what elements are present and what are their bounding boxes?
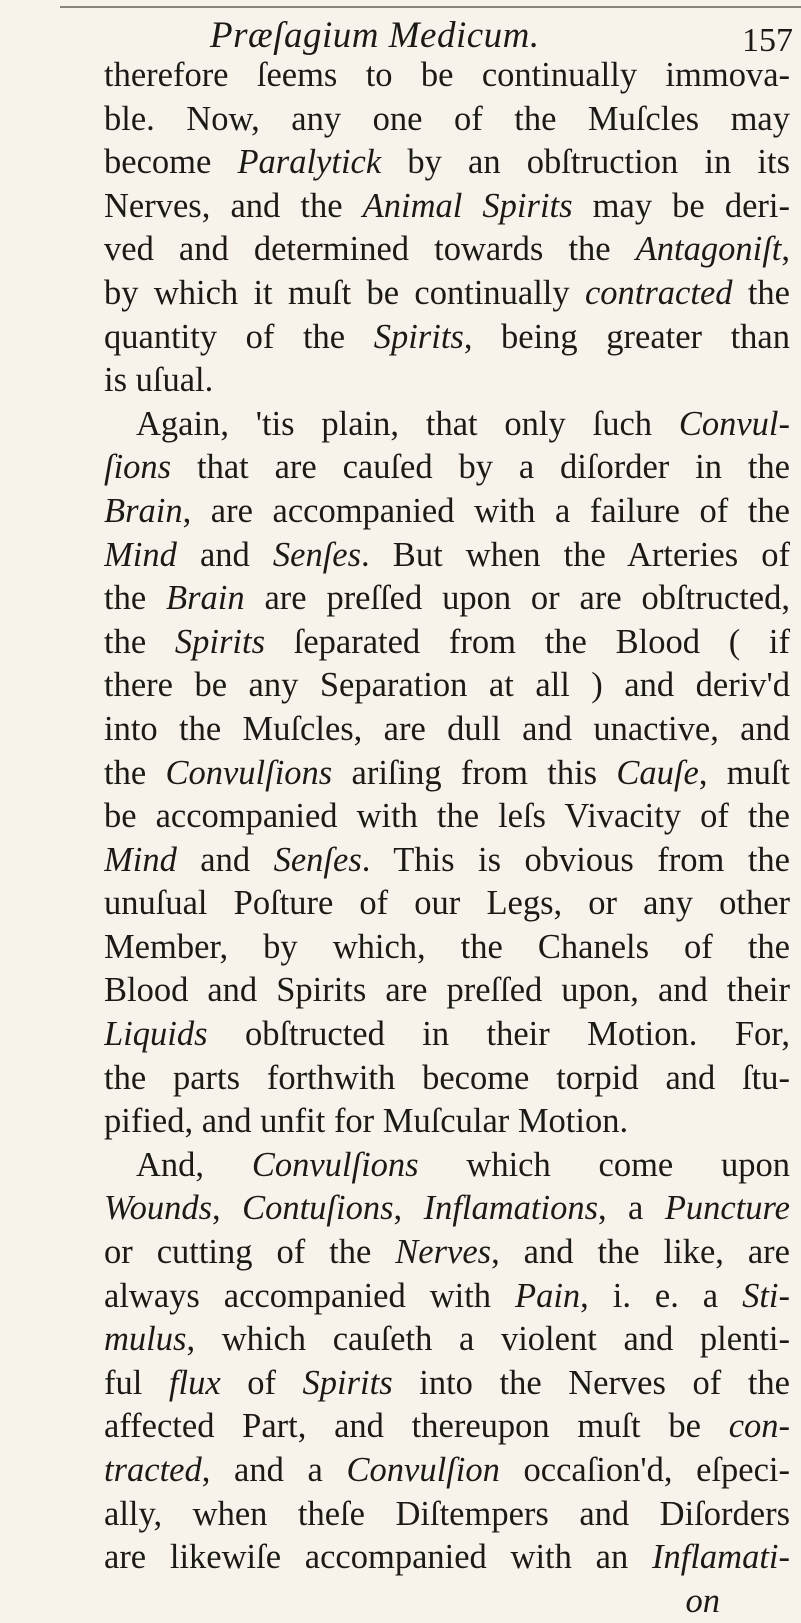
text-line: mulus, which cauſeth a violent and plenti- [104,1320,790,1359]
text-line: there be any Separation at all ) and deriv'd [104,666,790,705]
page-number: 157 [742,22,793,59]
text-line: Brain, are accompanied with a failure of the [104,491,790,530]
text-line: Blood and Spirits are preſſed upon, and their [104,971,790,1010]
text-line: affected Part, and thereupon muſt be con- [104,1407,790,1446]
text-line: tracted, and a Convulſion occaſion'd, eſpeci- [104,1451,790,1489]
text-line: ſions that are cauſed by a diſorder in the [104,448,790,487]
text-line: Mind and Senſes. But when the Arteries of [104,535,790,574]
text-line: ble. Now, any one of the Muſcles may [104,99,790,138]
text-line: Nerves, and the Animal Spirits may be deri- [104,186,790,225]
text-line: ful flux of Spirits into the Nerves of the [104,1363,790,1402]
text-line: always accompanied with Pain, i. e. a Sti- [104,1276,790,1315]
top-rule [60,6,801,8]
text-line: or cutting of the Nerves, and the like, are [104,1233,790,1272]
text-line: into the Muſcles, are dull and unactive, and [104,709,790,748]
text-line: the parts forthwith become torpid and ſtu- [104,1058,790,1097]
text-line: Again, 'tis plain, that only ſuch Convul- [136,404,790,443]
catchword: on [685,1581,720,1620]
text-line: become Paralytick by an obſtruction in its [104,143,790,182]
text-line: the Convulſions ariſing from this Cauſe, muſt [104,753,790,792]
text-line: Wounds, Contuſions, Inflamations, a Puncture [104,1189,790,1228]
text-line: pified, and unfit for Muſcular Motion. [104,1102,629,1141]
text-line: therefore ſeems to be continually immova- [104,56,790,94]
body-text [104,54,790,1623]
running-title: Præſagium Medicum. [210,15,540,56]
text-line: be accompanied with the leſs Vivacity of the [104,797,790,836]
text-line: Mind and Senſes. This is obvious from the [104,840,790,879]
text-line: Member, by which, the Chanels of the [104,927,790,966]
text-line: are likewiſe accompanied with an Inflamati- [104,1538,790,1577]
text-line: the Spirits ſeparated from the Blood ( if [104,622,790,661]
text-line: ally, when theſe Diſtempers and Diſorders [104,1494,790,1533]
text-line: quantity of the Spirits, being greater than [104,317,790,356]
text-line: by which it muſt be continually contracted the [104,273,790,312]
text-line: the Brain are preſſed upon or are obſtructed, [104,579,790,618]
text-line: And, Convulſions which come upon [136,1145,790,1184]
text-line: Liquids obſtructed in their Motion. For, [104,1015,790,1054]
page-header [0,10,801,60]
text-line: ved and determined towards the Antagoniſt, [104,230,790,269]
text-line: unuſual Poſture of our Legs, or any other [104,884,790,923]
text-line: is uſual. [104,361,214,400]
